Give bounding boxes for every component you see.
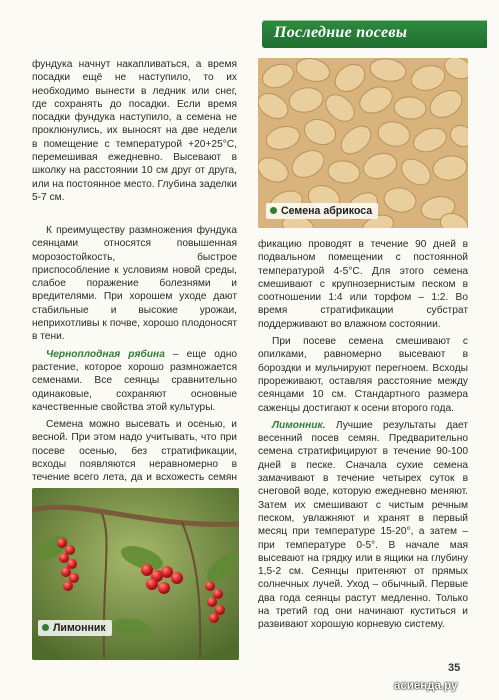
- paragraph-hazelnut-storage: фундука начнут накапливаться, а время посадки ещё не наступило, то их необходимо вынести в ледник или снег, где сохранять до посадки. Если время посадки фундука наступило, а семена не проклюнулись, их выносят на две недели в помещение с температурой +20+25°С, перемешивая ежедневно. Высевают в школку на расстоянии 10 см друг от друга, или на постоянное место. Глубина заделки 5-7 см.: [32, 59, 237, 203]
- paragraph-black-chokeberry: Черноплодная рябина – еще одно растение, которое хорошо размножается семенами. Все сеянцы сравнительно одинаковые, сохраняют основные качественные свойства этой культуры.: [32, 348, 237, 413]
- section-title: Последние посевы: [274, 24, 408, 41]
- bullet-dot-icon: [42, 624, 49, 631]
- site-watermark: асиенда.ру: [394, 680, 458, 692]
- bullet-dot-icon: [270, 207, 277, 214]
- paragraph-stratification: фикацию проводят в течение 90 дней в подвальном помещении с постоянной температурой 4-5°С. Для этого семена смешивают с крупнозернистым песком в соотношении 1:4 или торфом – 1:2. Во время стратификации субстрат поддерживают во влажном состоянии.: [258, 239, 468, 330]
- page-number: 35: [448, 662, 461, 674]
- paragraph-hazelnut-advantages: К преимуществу размножения фундука сеянцами относятся повышенная морозостойкость, быстрое приспособление к условиям новой среды, слабое поражение болезнями и вредителями. При хорошем уходе дают стабильные и высокие урожаи, неприхотливы к почве, хорошо плодоносят в тени.: [32, 225, 237, 343]
- text-column-left-middle: [32, 224, 237, 533]
- paragraph-sowing-sawdust: При посеве семена смешивают с опилками, равномерно высевают в бороздки и мульчируют перегноем. Всходы прореживают, оставляя расстояние между сеянцами 10 см. Стандартного размера саженцы достигают к осени второго года.: [258, 336, 468, 414]
- term-black-chokeberry: Черноплодная рябина: [46, 348, 165, 360]
- paragraph-sowing-seasons: Семена можно высевать и осенью, и весной. При этом надо учитывать, что при посеве осенью, без стратификации, всходы появляются неравномерно в течение всего лета, да и всхожесть семян: [32, 419, 237, 484]
- apricot-seeds-caption: Семена абрикоса: [266, 203, 378, 219]
- text-column-left-top: [32, 58, 237, 208]
- paragraph-limonnik: Лимонник. Лучшие результаты дает весенний посев семян. Предварительно семена стратифицируют в течение 90-100 дней в песке. Сначала сухие семена замачивают в течение четырех суток в снеговой воде, которую ежедневно меняют. Затем их смешивают с чистым речным песком, увлажняют и хранят в первый месяц при температуре 15-20°, а затем – при температуре 0-5°. В начале мая высевают на грядку или в ящики на глубину 1,5-2 см. Сеянцы притеняют от прямых солнечных лучей. Уход – обычный. Первые два года сеянцы растут медленно. Только на третий год они начинают куститься и развивают хорошую корневую систему.: [258, 419, 468, 631]
- term-limonnik: Лимонник.: [272, 419, 326, 431]
- text-column-right: [258, 238, 468, 636]
- limonnik-caption: Лимонник: [38, 620, 112, 636]
